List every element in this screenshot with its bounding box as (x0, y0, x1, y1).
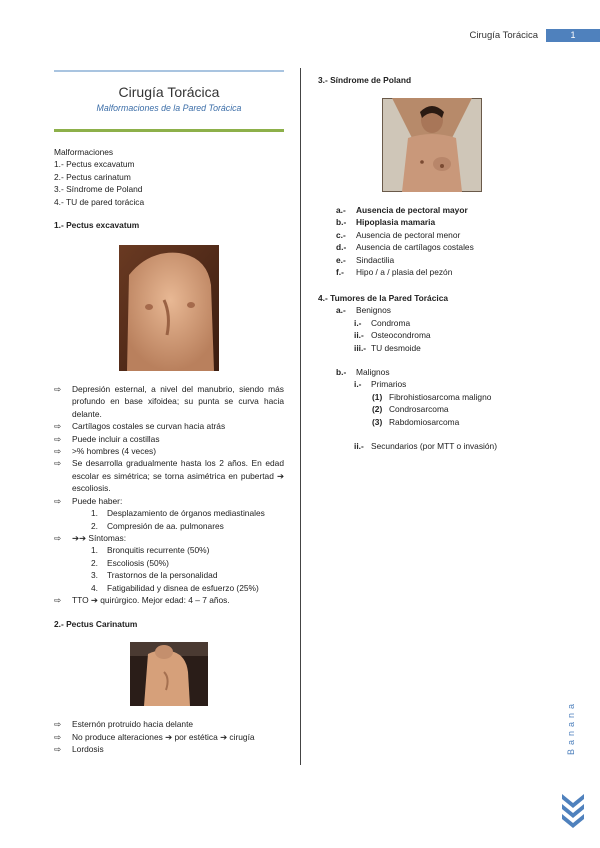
numbered-item: 1. Bronquitis recurrente (50%) (91, 545, 210, 556)
intro-heading: Malformaciones (54, 147, 114, 157)
arrow-bullet-icon: ⇨ (54, 421, 62, 432)
header-title: Cirugía Torácica (469, 30, 538, 41)
benigno-item: iii.- TU desmoide (354, 342, 421, 353)
intro-item: 4.- TU de pared torácica (54, 196, 145, 207)
section-heading-pectus-carinatum: 2.- Pectus Carinatum (54, 619, 138, 630)
poland-item: e.- Sindactilia (336, 254, 395, 265)
right-column (318, 70, 568, 453)
arrow-bullet-icon: ⇨ (54, 731, 62, 742)
section-heading-pectus-excavatum: 1.- Pectus excavatum (54, 220, 140, 231)
poland-item: a.- Ausencia de pectoral mayor (336, 205, 468, 215)
title-block (54, 70, 284, 132)
arrow-bullet-icon: ⇨ (54, 446, 62, 457)
bullet-item: ⇨ Cartílagos costales se curvan hacia atrás (54, 421, 226, 432)
bullet-item: ⇨ Esternón protruido hacia delante (54, 719, 194, 730)
numbered-item: 4. Fatigabilidad y disnea de esfuerzo (25%) (91, 582, 259, 593)
pectus-excavatum-photo (119, 245, 219, 371)
intro-item: 2.- Pectus carinatum (54, 171, 131, 182)
poland-item: c.- Ausencia de pectoral menor (336, 229, 461, 240)
primario-item: (2) Condrosarcoma (372, 404, 449, 415)
document-title: Cirugía Torácica (118, 84, 220, 100)
poland-item: d.- Ausencia de cartílagos costales (336, 242, 474, 253)
arrow-bullet-icon: ⇨ (54, 384, 62, 395)
numbered-item: 3. Trastornos de la personalidad (91, 570, 218, 581)
arrow-bullet-icon: ⇨ (54, 744, 62, 755)
secundarios-item: ii.- Secundarios (por MTT o invasión) (354, 441, 497, 452)
section-heading-poland: 3.- Síndrome de Poland (318, 75, 412, 85)
bullet-item: ⇨ No produce alteraciones ➔ por estética ➔ cirugía (54, 731, 255, 742)
numbered-item: 2. Escoliosis (50%) (91, 557, 169, 568)
arrow-bullet-icon: ⇨ (54, 458, 62, 469)
left-column (54, 70, 284, 756)
benigno-item: i.- Condroma (354, 317, 411, 328)
arrow-bullet-icon: ⇨ (54, 719, 62, 730)
numbered-item: 2. Compresión de aa. pulmonares (91, 520, 224, 531)
bullet-item: ⇨ Depresión esternal, a nivel del manubrio, siendo más profundo en base xifoidea; su punta se curva hacia delante. (54, 384, 284, 419)
bullet-item: ⇨ ➔➔ Síntomas: (54, 532, 127, 543)
arrow-bullet-icon: ⇨ (54, 532, 62, 543)
pectus-carinatum-photo (130, 642, 208, 706)
bullet-item: ⇨ >% hombres (4 veces) (54, 446, 157, 457)
benigno-item: ii.- Osteocondroma (354, 330, 431, 341)
poland-item: b.- Hipoplasia mamaria (336, 217, 436, 228)
chevron-down-icon (560, 792, 586, 830)
arrow-bullet-icon: ⇨ (54, 433, 62, 444)
bullet-item: ⇨ Lordosis (54, 744, 104, 755)
page-number: 1 (570, 30, 576, 40)
primarios-heading: i.- Primarios (354, 379, 407, 390)
arrow-bullet-icon: ⇨ (54, 495, 62, 506)
primario-item: (1) Fibrohistiosarcoma maligno (372, 391, 492, 402)
column-divider (300, 68, 301, 765)
malignos-heading: b.- Malignos (336, 367, 390, 378)
section-heading-tumores: 4.- Tumores de la Pared Torácica (318, 293, 449, 304)
arrow-bullet-icon: ⇨ (54, 594, 62, 605)
bullet-item: ⇨ TTO ➔ quirúrgico. Mejor edad: 4 – 7 años. (54, 594, 230, 605)
bullet-item: ⇨ Se desarrolla gradualmente hasta los 2 años. En edad escolar es simétrica; se torna asimétrica en pubertad ➔ escoliosis. (54, 458, 284, 494)
intro-item: 3.- Síndrome de Poland (54, 184, 143, 195)
sidebar-label: Banana (566, 700, 576, 756)
bullet-item: ⇨ Puede haber: (54, 495, 123, 506)
benignos-heading: a.- Benignos (336, 305, 391, 316)
document-subtitle: Malformaciones de la Pared Torácica (96, 103, 242, 113)
numbered-item: 1. Desplazamiento de órganos mediastinales (91, 508, 265, 519)
intro-item: 1.- Pectus excavatum (54, 159, 135, 170)
bullet-item: ⇨ Puede incluir a costillas (54, 433, 160, 444)
primario-item: (3) Rabdomiosarcoma (372, 416, 460, 427)
poland-syndrome-photo (382, 98, 482, 192)
poland-item: f.- Hipo / a / plasia del pezón (336, 267, 453, 278)
